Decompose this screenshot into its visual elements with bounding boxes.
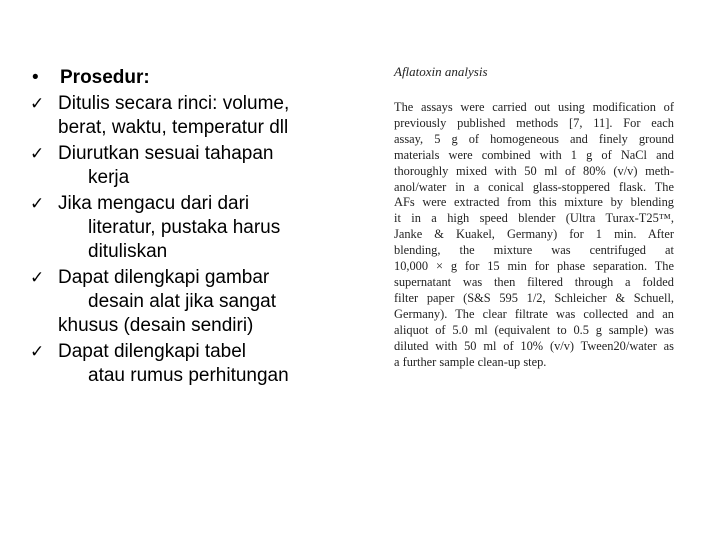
list-item-line: atau rumus perhitungan <box>88 365 289 386</box>
excerpt-line: Janke & Kuakel, Germany) for 1 min. After <box>394 227 674 242</box>
excerpt-line: The assays were carried out using modification of <box>394 100 674 114</box>
list-item-line: Dapat dilengkapi gambar <box>58 267 270 288</box>
excerpt-line: anol/water in a conical glass-stoppered flask. The <box>394 179 674 194</box>
list-item-line: Diurutkan sesuai tahapan <box>58 143 274 164</box>
list-item <box>30 92 375 140</box>
excerpt-line: assay, 5 g of homogeneous and finely ground <box>394 131 674 146</box>
checkmark-icon: ✓ <box>30 342 45 362</box>
excerpt-line: thoroughly mixed with 50 ml of 80% (v/v) meth- <box>394 163 674 178</box>
checkmark-icon: ✓ <box>30 268 45 288</box>
checkmark-icon: ✓ <box>30 194 45 214</box>
list-item <box>30 142 375 190</box>
list-item-line: kerja <box>88 167 130 188</box>
checkmark-icon: ✓ <box>30 94 45 114</box>
procedure-list <box>30 66 375 388</box>
checkmark-icon: ✓ <box>30 144 45 164</box>
paper-excerpt <box>394 64 674 370</box>
excerpt-line: Germany). The clear filtrate was collected and an <box>394 306 674 321</box>
excerpt-line: filter paper (S&S 595 1/2, Schleicher & Schuell, <box>394 290 674 305</box>
excerpt-line: materials were combined with 1 g of NaCl and <box>394 147 674 162</box>
excerpt-line: supernatant was then filtered through a folded <box>394 274 674 289</box>
excerpt-line: 10,000 × g for 15 min for phase separation. The <box>394 259 674 274</box>
list-item-line: Ditulis secara rinci: volume, <box>58 93 290 114</box>
list-item-line: dituliskan <box>88 241 168 262</box>
excerpt-line: aliquot of 5.0 ml (equivalent to 0.5 g sample) was <box>394 322 674 337</box>
excerpt-title: Aflatoxin analysis <box>394 64 488 79</box>
list-item <box>30 192 375 264</box>
excerpt-line: AFs were extracted from this mixture by blending <box>394 195 674 210</box>
list-item-line: literatur, pustaka harus <box>88 217 281 238</box>
list-item <box>30 340 375 388</box>
excerpt-body <box>394 100 674 370</box>
excerpt-line: it in a high speed blender (Ultra Turax-T25™, <box>394 211 674 226</box>
list-item-line: Dapat dilengkapi tabel <box>58 341 247 362</box>
bullet-dot-icon: • <box>32 67 39 88</box>
list-item-line: desain alat jika sangat <box>88 291 277 312</box>
list-item-line: Jika mengacu dari dari <box>58 193 250 214</box>
excerpt-line: a further sample clean-up step. <box>394 354 547 369</box>
procedure-heading <box>30 66 375 90</box>
list-item <box>30 266 375 338</box>
procedure-heading-label: Prosedur: <box>60 67 150 88</box>
list-item-line: khusus (desain sendiri) <box>58 315 254 336</box>
list-item-line: berat, waktu, temperatur dll <box>58 117 289 138</box>
excerpt-line: previously published methods [7, 11]. For each <box>394 115 674 130</box>
excerpt-line: blending, the mixture was centrifuged at <box>394 243 674 258</box>
excerpt-line: diluted with 50 ml of 10% (v/v) Tween20/water as <box>394 338 674 353</box>
